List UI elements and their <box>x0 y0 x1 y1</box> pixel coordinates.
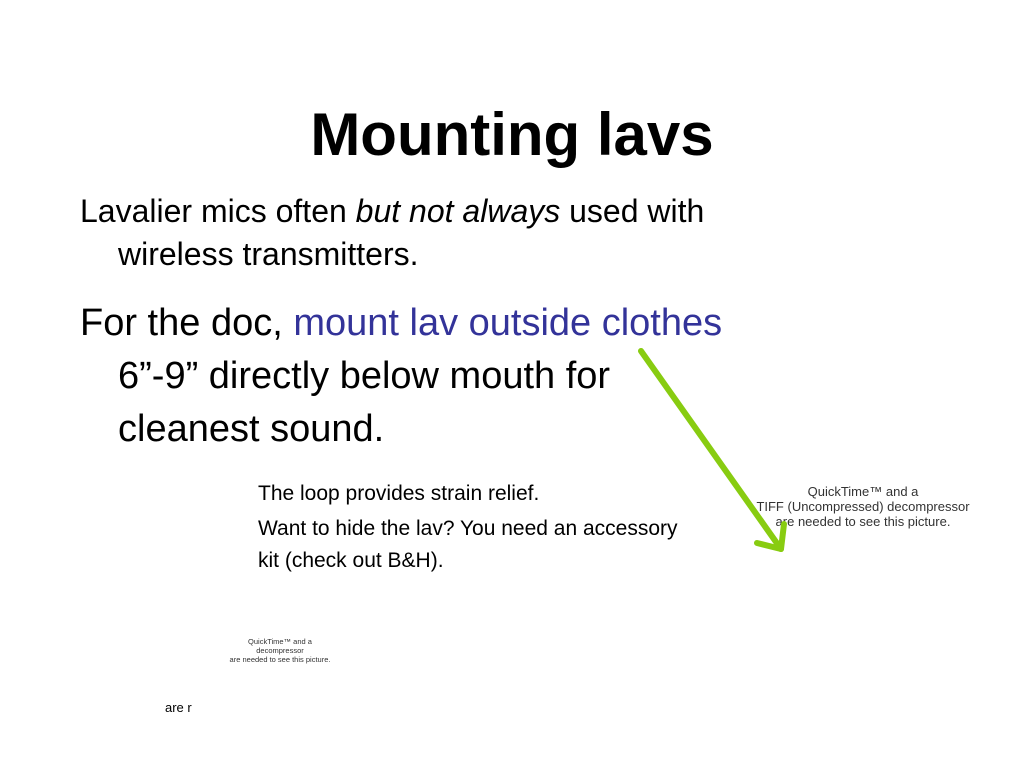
slide-title: Mounting lavs <box>310 101 714 168</box>
bullet-lavalier-text: Lavalier mics often <box>80 193 356 229</box>
bullet-lavalier-rest: used with wireless transmitters. <box>118 193 705 272</box>
quicktime-placeholder-line: QuickTime™ and a <box>807 484 919 499</box>
quicktime-placeholder-line: QuickTime™ and a <box>248 637 312 646</box>
sub-note-accessory-kit: Want to hide the lav? You need an accessory kit (check out B&H). <box>258 517 678 572</box>
bullet-mounting-highlight: mount lav outside clothes <box>293 302 723 344</box>
bullet-mounting-text: For the doc, <box>80 302 294 344</box>
quicktime-placeholder-line: TIFF (Uncompressed) decompressor <box>756 499 970 514</box>
bullet-lavalier-emphasis: but not always <box>355 193 561 229</box>
quicktime-placeholder-line: are needed to see this picture. <box>775 514 951 529</box>
quicktime-placeholder-line: decompressor <box>256 646 304 655</box>
quicktime-placeholder-line: are needed to see this picture. <box>229 655 331 664</box>
text-fragment: are r <box>165 700 192 715</box>
bullet-mounting-rest: 6”-9” directly below mouth for cleanest sound. <box>118 355 611 450</box>
sub-note-strain-relief: The loop provides strain relief. <box>258 482 540 505</box>
